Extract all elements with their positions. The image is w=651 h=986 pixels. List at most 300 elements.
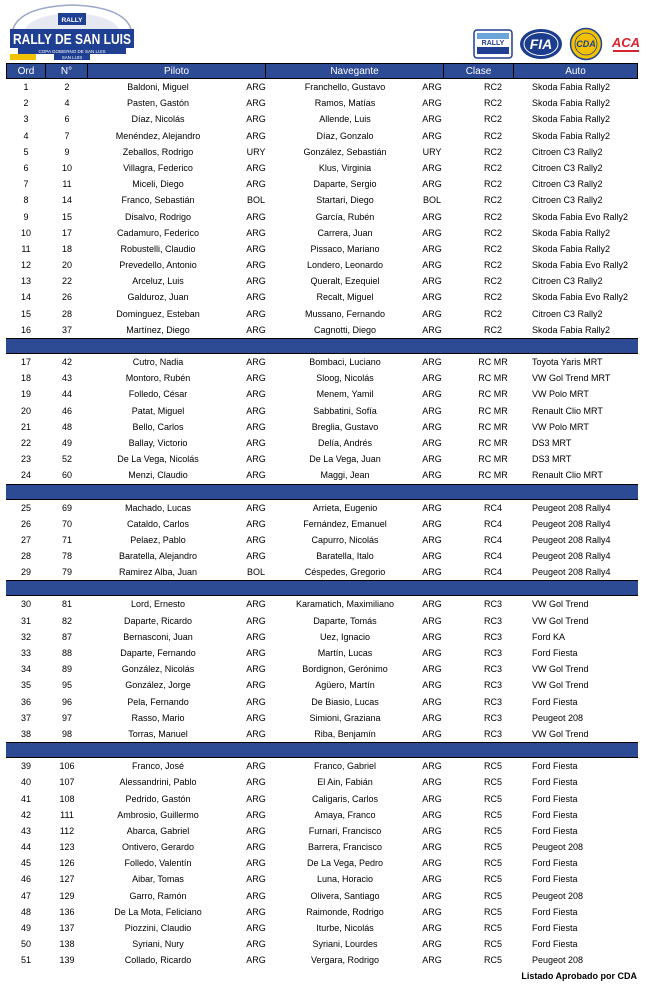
cell-navegante-nat: ARG [422, 825, 442, 836]
cell-number: 96 [61, 696, 72, 707]
cell-clase: RC5 [483, 923, 502, 933]
cell-piloto-nat: ARG [246, 357, 266, 367]
cell-number: 26 [61, 292, 72, 303]
cell-piloto: Bernasconi, Juan [123, 631, 193, 642]
cell-auto: VW Gol Trend [532, 599, 589, 610]
cell-navegante: Bordignon, Gerónimo [302, 664, 388, 675]
cell-piloto-nat: BOL [246, 195, 265, 206]
cell-piloto-nat: ARG [246, 98, 266, 109]
table-row [6, 322, 638, 338]
cell-clase: RC2 [483, 98, 502, 109]
cell-ord: 31 [20, 615, 31, 626]
cell-navegante: Fernández, Emanuel [303, 518, 387, 529]
cell-ord: 27 [20, 534, 31, 545]
cell-piloto-nat: ARG [246, 389, 266, 400]
aca-logo [609, 32, 643, 56]
cell-ord: 16 [20, 324, 31, 335]
cell-number: 81 [61, 599, 72, 610]
cell-ord: 39 [20, 761, 31, 772]
svg-text:FIA: FIA [529, 36, 553, 52]
cell-piloto: Aibar, Tomas [132, 874, 184, 885]
class-separator [6, 338, 638, 354]
cell-navegante: Amaya, Franco [314, 809, 376, 820]
cell-number: 11 [62, 179, 72, 190]
table-row [6, 548, 638, 564]
cell-navegante-nat: ARG [422, 648, 442, 658]
cell-navegante: Karamatich, Maximiliano [295, 599, 395, 610]
cell-clase: RC3 [483, 728, 502, 739]
cell-piloto-nat: ARG [246, 373, 266, 384]
cell-ord: 18 [20, 373, 31, 384]
cell-clase: RC2 [483, 276, 502, 287]
cell-piloto-nat: ARG [246, 874, 266, 885]
cell-auto: VW Gol Trend [532, 615, 589, 626]
cell-auto: VW Gol Trend [532, 680, 589, 691]
cell-ord: 17 [20, 357, 31, 367]
cell-piloto: Alessandrini, Pablo [119, 777, 197, 788]
table-row [6, 144, 638, 160]
cell-navegante: Céspedes, Gregorio [304, 567, 386, 578]
cell-auto: Ford Fiesta [532, 939, 578, 950]
page-header [0, 0, 651, 64]
cell-navegante-nat: ARG [422, 502, 442, 513]
table-row [6, 564, 638, 580]
cell-piloto: Garro, Ramón [129, 890, 187, 901]
cell-ord: 4 [23, 130, 29, 141]
cell-navegante: Sloog, Nicolás [316, 373, 374, 384]
cell-piloto-nat: ARG [246, 114, 266, 125]
cell-number: 126 [59, 858, 75, 869]
cell-navegante-nat: ARG [422, 567, 442, 578]
cell-ord: 12 [20, 260, 31, 271]
cell-clase: RC3 [483, 664, 502, 675]
table-row [6, 79, 638, 95]
cell-number: 123 [59, 842, 75, 853]
table-row [6, 128, 638, 144]
cell-ord: 8 [23, 195, 29, 206]
cell-auto: Citroen C3 Rally2 [532, 162, 603, 173]
cell-clase: RC5 [483, 939, 502, 950]
cell-navegante: Startari, Diego [316, 195, 374, 206]
table-row [6, 532, 638, 548]
table-row [6, 855, 638, 871]
cell-navegante: Syriani, Lourdes [312, 939, 378, 950]
cell-piloto: Disalvo, Rodrigo [124, 211, 192, 222]
cell-piloto: Franco, Sebastián [121, 195, 195, 206]
cell-piloto: Robustelli, Claudio [120, 243, 196, 254]
cell-ord: 34 [20, 664, 31, 675]
cell-clase: RC2 [483, 211, 502, 222]
cell-number: 71 [61, 534, 72, 545]
cell-clase: RC MR [478, 405, 508, 416]
cell-ord: 51 [20, 955, 31, 966]
cell-piloto-nat: ARG [246, 470, 266, 481]
cell-clase: RC5 [483, 809, 502, 820]
table-row [6, 516, 638, 532]
cell-ord: 48 [20, 906, 31, 917]
cell-piloto-nat: ARG [246, 292, 266, 303]
cell-navegante-nat: ARG [422, 421, 442, 432]
cell-number: 82 [61, 615, 72, 626]
cell-navegante-nat: ARG [422, 939, 442, 950]
cell-navegante: Sabbatini, Sofía [313, 405, 377, 416]
cell-navegante: Agüero, Martín [315, 680, 375, 691]
table-row [6, 354, 638, 370]
cell-navegante-nat: ARG [422, 680, 442, 691]
table-row [6, 467, 638, 483]
cell-navegante: Breglia, Gustavo [311, 421, 379, 432]
cell-navegante: Pissaco, Mariano [310, 243, 380, 254]
cell-piloto: Folledo, César [128, 389, 188, 400]
cell-navegante: Mussano, Fernando [304, 308, 386, 319]
cell-navegante-nat: ARG [422, 615, 442, 626]
table-row [6, 419, 638, 435]
cell-ord: 33 [20, 648, 31, 658]
cell-piloto-nat: ARG [246, 421, 266, 432]
cell-number: 78 [61, 551, 72, 562]
cell-navegante-nat: ARG [422, 243, 442, 254]
cell-clase: RC MR [478, 454, 508, 465]
cell-number: 95 [61, 680, 72, 691]
cell-piloto: Miceli, Diego [132, 179, 184, 190]
cell-piloto: Cutro, Nadia [132, 357, 184, 367]
cell-clase: RC5 [483, 874, 502, 885]
cell-piloto-nat: ARG [246, 518, 266, 529]
table-row [6, 403, 638, 419]
cell-piloto-nat: ARG [246, 777, 266, 788]
cell-piloto: Rasso, Mario [131, 712, 185, 723]
col-header-ord: Ord [6, 63, 46, 79]
table-row [6, 160, 638, 176]
cell-number: 60 [61, 470, 72, 481]
cell-number: 89 [61, 664, 72, 675]
cell-navegante-nat: ARG [422, 664, 442, 675]
cell-clase: RC4 [483, 567, 502, 578]
cell-piloto-nat: ARG [246, 825, 266, 836]
cell-auto: Citroen C3 Rally2 [532, 308, 603, 319]
cell-auto: Ford Fiesta [532, 825, 578, 836]
logo-badge: RALLY [61, 17, 83, 24]
cell-auto: VW Polo MRT [532, 421, 589, 432]
cell-number: 106 [59, 761, 75, 772]
cell-ord: 14 [20, 292, 31, 303]
cell-piloto: Cataldo, Carlos [126, 518, 190, 529]
cell-navegante: Iturbe, Nicolás [316, 923, 374, 933]
cell-auto: Ford Fiesta [532, 874, 578, 885]
cell-navegante: Díaz, Gonzalo [316, 130, 374, 141]
col-header-piloto: Piloto [88, 63, 266, 79]
col-header-number: N° [46, 63, 88, 79]
cell-piloto: De La Vega, Nicolás [117, 454, 199, 465]
cell-clase: RC5 [483, 777, 502, 788]
cell-navegante-nat: ARG [422, 130, 442, 141]
cell-navegante: Arrieta, Eugenio [312, 502, 378, 513]
cell-clase: RC2 [483, 114, 502, 125]
cell-ord: 38 [20, 728, 31, 739]
cell-piloto: Abarca, Gabriel [126, 825, 190, 836]
cda-logo [569, 28, 603, 60]
cell-ord: 22 [20, 437, 31, 448]
cell-piloto: Villagra, Federico [123, 162, 193, 173]
cell-navegante: Riba, Benjamín [314, 728, 376, 739]
table-row [6, 710, 638, 726]
cell-piloto: Baratella, Alejandro [118, 551, 198, 562]
cell-auto: Ford Fiesta [532, 777, 578, 788]
cell-navegante: Daparte, Tomás [313, 615, 377, 626]
cell-piloto: Pedrido, Gastón [125, 793, 191, 804]
cell-navegante-nat: ARG [422, 357, 442, 367]
cell-auto: Ford Fiesta [532, 906, 578, 917]
cell-piloto: Torras, Manuel [128, 728, 188, 739]
cell-navegante: Furnari, Francisco [308, 825, 382, 836]
cell-number: 46 [61, 405, 72, 416]
cell-ord: 24 [20, 470, 31, 481]
cell-navegante: El Ain, Fabián [317, 777, 373, 788]
cell-navegante-nat: ARG [422, 114, 442, 125]
cell-number: 129 [59, 890, 75, 901]
cell-clase: RC4 [483, 534, 502, 545]
cell-navegante-nat: ARG [422, 874, 442, 885]
cell-clase: RC2 [483, 292, 502, 303]
cell-navegante-nat: ARG [422, 405, 442, 416]
cell-navegante: Daparte, Sergio [313, 179, 377, 190]
cell-ord: 2 [23, 98, 29, 109]
cell-clase: RC MR [478, 373, 508, 384]
cell-auto: Ford KA [532, 631, 566, 642]
col-header-navegante: Navegante [266, 63, 444, 79]
table-row [6, 435, 638, 451]
cell-piloto: Prevedello, Antonio [119, 260, 197, 271]
cell-piloto-nat: ARG [246, 502, 266, 513]
cell-clase: RC2 [483, 243, 502, 254]
cell-auto: Ford Fiesta [532, 858, 578, 869]
cell-piloto-nat: ARG [246, 842, 266, 853]
cell-clase: RC4 [483, 518, 502, 529]
cell-navegante-nat: ARG [422, 292, 442, 303]
cell-piloto: Collado, Ricardo [124, 955, 192, 966]
cell-piloto: Cadamuro, Federico [116, 227, 200, 238]
cell-piloto: González, Jorge [125, 680, 191, 691]
table-row [6, 225, 638, 241]
table-row [6, 823, 638, 839]
cell-number: 22 [61, 276, 72, 287]
table-row [6, 257, 638, 273]
cell-clase: RC3 [483, 696, 502, 707]
table-row [6, 306, 638, 322]
cell-number: 17 [61, 227, 72, 238]
cell-auto: Ford Fiesta [532, 793, 578, 804]
cell-piloto-nat: ARG [246, 130, 266, 141]
cell-piloto: Bello, Carlos [132, 421, 184, 432]
cell-navegante: Maggi, Jean [320, 470, 370, 481]
cell-auto: VW Gol Trend [532, 664, 589, 675]
cell-auto: Citroen C3 Rally2 [532, 276, 603, 287]
cell-auto: Peugeot 208 Rally4 [532, 551, 611, 562]
cell-navegante-nat: ARG [422, 227, 442, 238]
cell-number: 7 [64, 130, 70, 141]
table-row [6, 952, 638, 968]
cell-ord: 11 [21, 243, 31, 254]
cell-piloto: Daparte, Fernando [120, 648, 196, 658]
cell-clase: RC5 [483, 955, 502, 966]
cell-piloto-nat: ARG [246, 615, 266, 626]
cell-number: 10 [61, 162, 72, 173]
cell-navegante: Martín, Lucas [317, 648, 373, 658]
cell-piloto-nat: ARG [246, 599, 266, 610]
cell-piloto: González, Nicolás [121, 664, 195, 675]
cell-navegante-nat: BOL [422, 195, 441, 206]
cell-auto: Skoda Fabia Rally2 [532, 243, 611, 254]
cell-clase: RC2 [483, 130, 502, 141]
cell-auto: Skoda Fabia Evo Rally2 [532, 260, 629, 271]
cell-number: 137 [59, 923, 75, 933]
cell-piloto-nat: ARG [246, 260, 266, 271]
cell-ord: 7 [23, 179, 29, 190]
cell-navegante-nat: ARG [422, 793, 442, 804]
cell-number: 6 [64, 114, 70, 125]
table-header [6, 63, 638, 79]
cell-piloto-nat: ARG [246, 793, 266, 804]
cell-auto: Peugeot 208 Rally4 [532, 534, 611, 545]
cell-auto: Skoda Fabia Rally2 [532, 324, 611, 335]
cell-auto: VW Gol Trend MRT [532, 373, 611, 384]
cell-navegante-nat: ARG [422, 179, 442, 190]
cell-piloto: Montoro, Rubén [125, 373, 191, 384]
cell-auto: Toyota Yaris MRT [532, 357, 603, 367]
cell-navegante: Recalt, Miguel [316, 292, 374, 303]
table-row [6, 596, 638, 612]
cell-piloto: Pelaez, Pablo [130, 534, 186, 545]
cell-ord: 50 [20, 939, 31, 950]
class-separator [6, 742, 638, 758]
cell-piloto-nat: ARG [246, 858, 266, 869]
cell-ord: 6 [23, 162, 29, 173]
table-row [6, 209, 638, 225]
cell-navegante-nat: ARG [422, 923, 442, 933]
cell-clase: RC5 [483, 825, 502, 836]
cell-number: 37 [61, 324, 72, 335]
cell-auto: Renault Clio MRT [532, 470, 603, 481]
table-row [6, 791, 638, 807]
cell-piloto-nat: ARG [246, 551, 266, 562]
cell-piloto: Arceluz, Luis [132, 276, 184, 287]
cell-clase: RC MR [478, 437, 508, 448]
cell-navegante-nat: ARG [422, 470, 442, 481]
cell-clase: RC3 [483, 648, 502, 658]
cell-piloto: Folledo, Valentín [124, 858, 192, 869]
cell-navegante-nat: ARG [422, 308, 442, 319]
cell-piloto-nat: ARG [246, 454, 266, 465]
cell-clase: RC MR [478, 357, 508, 367]
cell-number: 2 [64, 82, 70, 92]
cell-ord: 35 [20, 680, 31, 691]
cell-number: 14 [61, 195, 72, 206]
cell-clase: RC2 [483, 162, 502, 173]
cell-navegante-nat: ARG [422, 276, 442, 287]
cell-piloto-nat: ARG [246, 308, 266, 319]
cell-piloto-nat: ARG [246, 923, 266, 933]
cell-piloto-nat: ARG [246, 179, 266, 190]
table-row [6, 839, 638, 855]
cell-navegante-nat: ARG [422, 551, 442, 562]
cell-auto: Ford Fiesta [532, 923, 578, 933]
cell-piloto: Daparte, Ricardo [123, 615, 193, 626]
cell-piloto-nat: ARG [246, 162, 266, 173]
cell-auto: Ford Fiesta [532, 809, 578, 820]
cell-navegante: Allende, Luis [319, 114, 371, 125]
cell-piloto: Galduroz, Juan [127, 292, 189, 303]
cell-clase: RC2 [483, 82, 502, 92]
cell-navegante: Carrera, Juan [317, 227, 373, 238]
cell-auto: Peugeot 208 [532, 890, 584, 901]
cell-ord: 45 [20, 858, 31, 869]
cell-navegante-nat: ARG [422, 761, 442, 772]
table-row [6, 176, 638, 192]
cell-navegante: Londero, Leonardo [306, 260, 384, 271]
cell-piloto: Pasten, Gastón [126, 98, 190, 109]
cell-clase: RC4 [483, 551, 502, 562]
entry-list-table [6, 63, 638, 969]
table-row [6, 192, 638, 208]
cell-navegante-nat: ARG [422, 728, 442, 739]
logo-title: RALLY DE SAN LUIS [13, 31, 131, 48]
cell-auto: Peugeot 208 [532, 955, 584, 966]
cell-auto: Skoda Fabia Rally2 [532, 130, 611, 141]
cell-piloto-nat: BOL [246, 567, 265, 578]
cell-clase: RC2 [483, 260, 502, 271]
cell-number: 15 [61, 211, 72, 222]
cell-piloto-nat: ARG [246, 82, 266, 92]
logo-place: SAN LUIS [61, 55, 83, 60]
cell-piloto: Díaz, Nicolás [131, 114, 185, 125]
cell-navegante-nat: ARG [422, 955, 442, 966]
cell-piloto-nat: ARG [246, 648, 266, 658]
cell-navegante-nat: ARG [422, 890, 442, 901]
cell-auto: VW Polo MRT [532, 389, 589, 400]
table-row [6, 500, 638, 516]
cell-auto: Skoda Fabia Rally2 [532, 227, 611, 238]
cell-navegante-nat: ARG [422, 437, 442, 448]
cell-number: 98 [61, 728, 72, 739]
cell-piloto: Menéndez, Alejandro [115, 130, 201, 141]
cell-clase: RC4 [483, 502, 502, 513]
cell-piloto-nat: ARG [246, 890, 266, 901]
cell-clase: RC5 [483, 858, 502, 869]
cell-number: 139 [59, 955, 75, 966]
cell-number: 108 [59, 793, 75, 804]
cell-ord: 32 [20, 631, 31, 642]
cell-auto: Ford Fiesta [532, 696, 578, 707]
cell-navegante: Caligaris, Carlos [311, 793, 379, 804]
table-row [6, 677, 638, 693]
col-header-auto: Auto [514, 63, 638, 79]
cell-clase: RC5 [483, 761, 502, 772]
cell-ord: 15 [20, 308, 31, 319]
cell-ord: 40 [20, 777, 31, 788]
cell-number: 44 [61, 389, 72, 400]
svg-text:CDA: CDA [576, 39, 596, 49]
cell-navegante-nat: ARG [422, 211, 442, 222]
cell-ord: 5 [23, 146, 29, 157]
cell-auto: Citroen C3 Rally2 [532, 179, 603, 190]
cell-piloto-nat: ARG [246, 664, 266, 675]
cell-navegante: Queralt, Ezequiel [310, 276, 380, 287]
rally-de-san-luis-logo [6, 3, 138, 61]
cell-auto: Peugeot 208 [532, 842, 584, 853]
table-row [6, 613, 638, 629]
cell-navegante: Barrera, Francisco [307, 842, 383, 853]
table-row [6, 370, 638, 386]
